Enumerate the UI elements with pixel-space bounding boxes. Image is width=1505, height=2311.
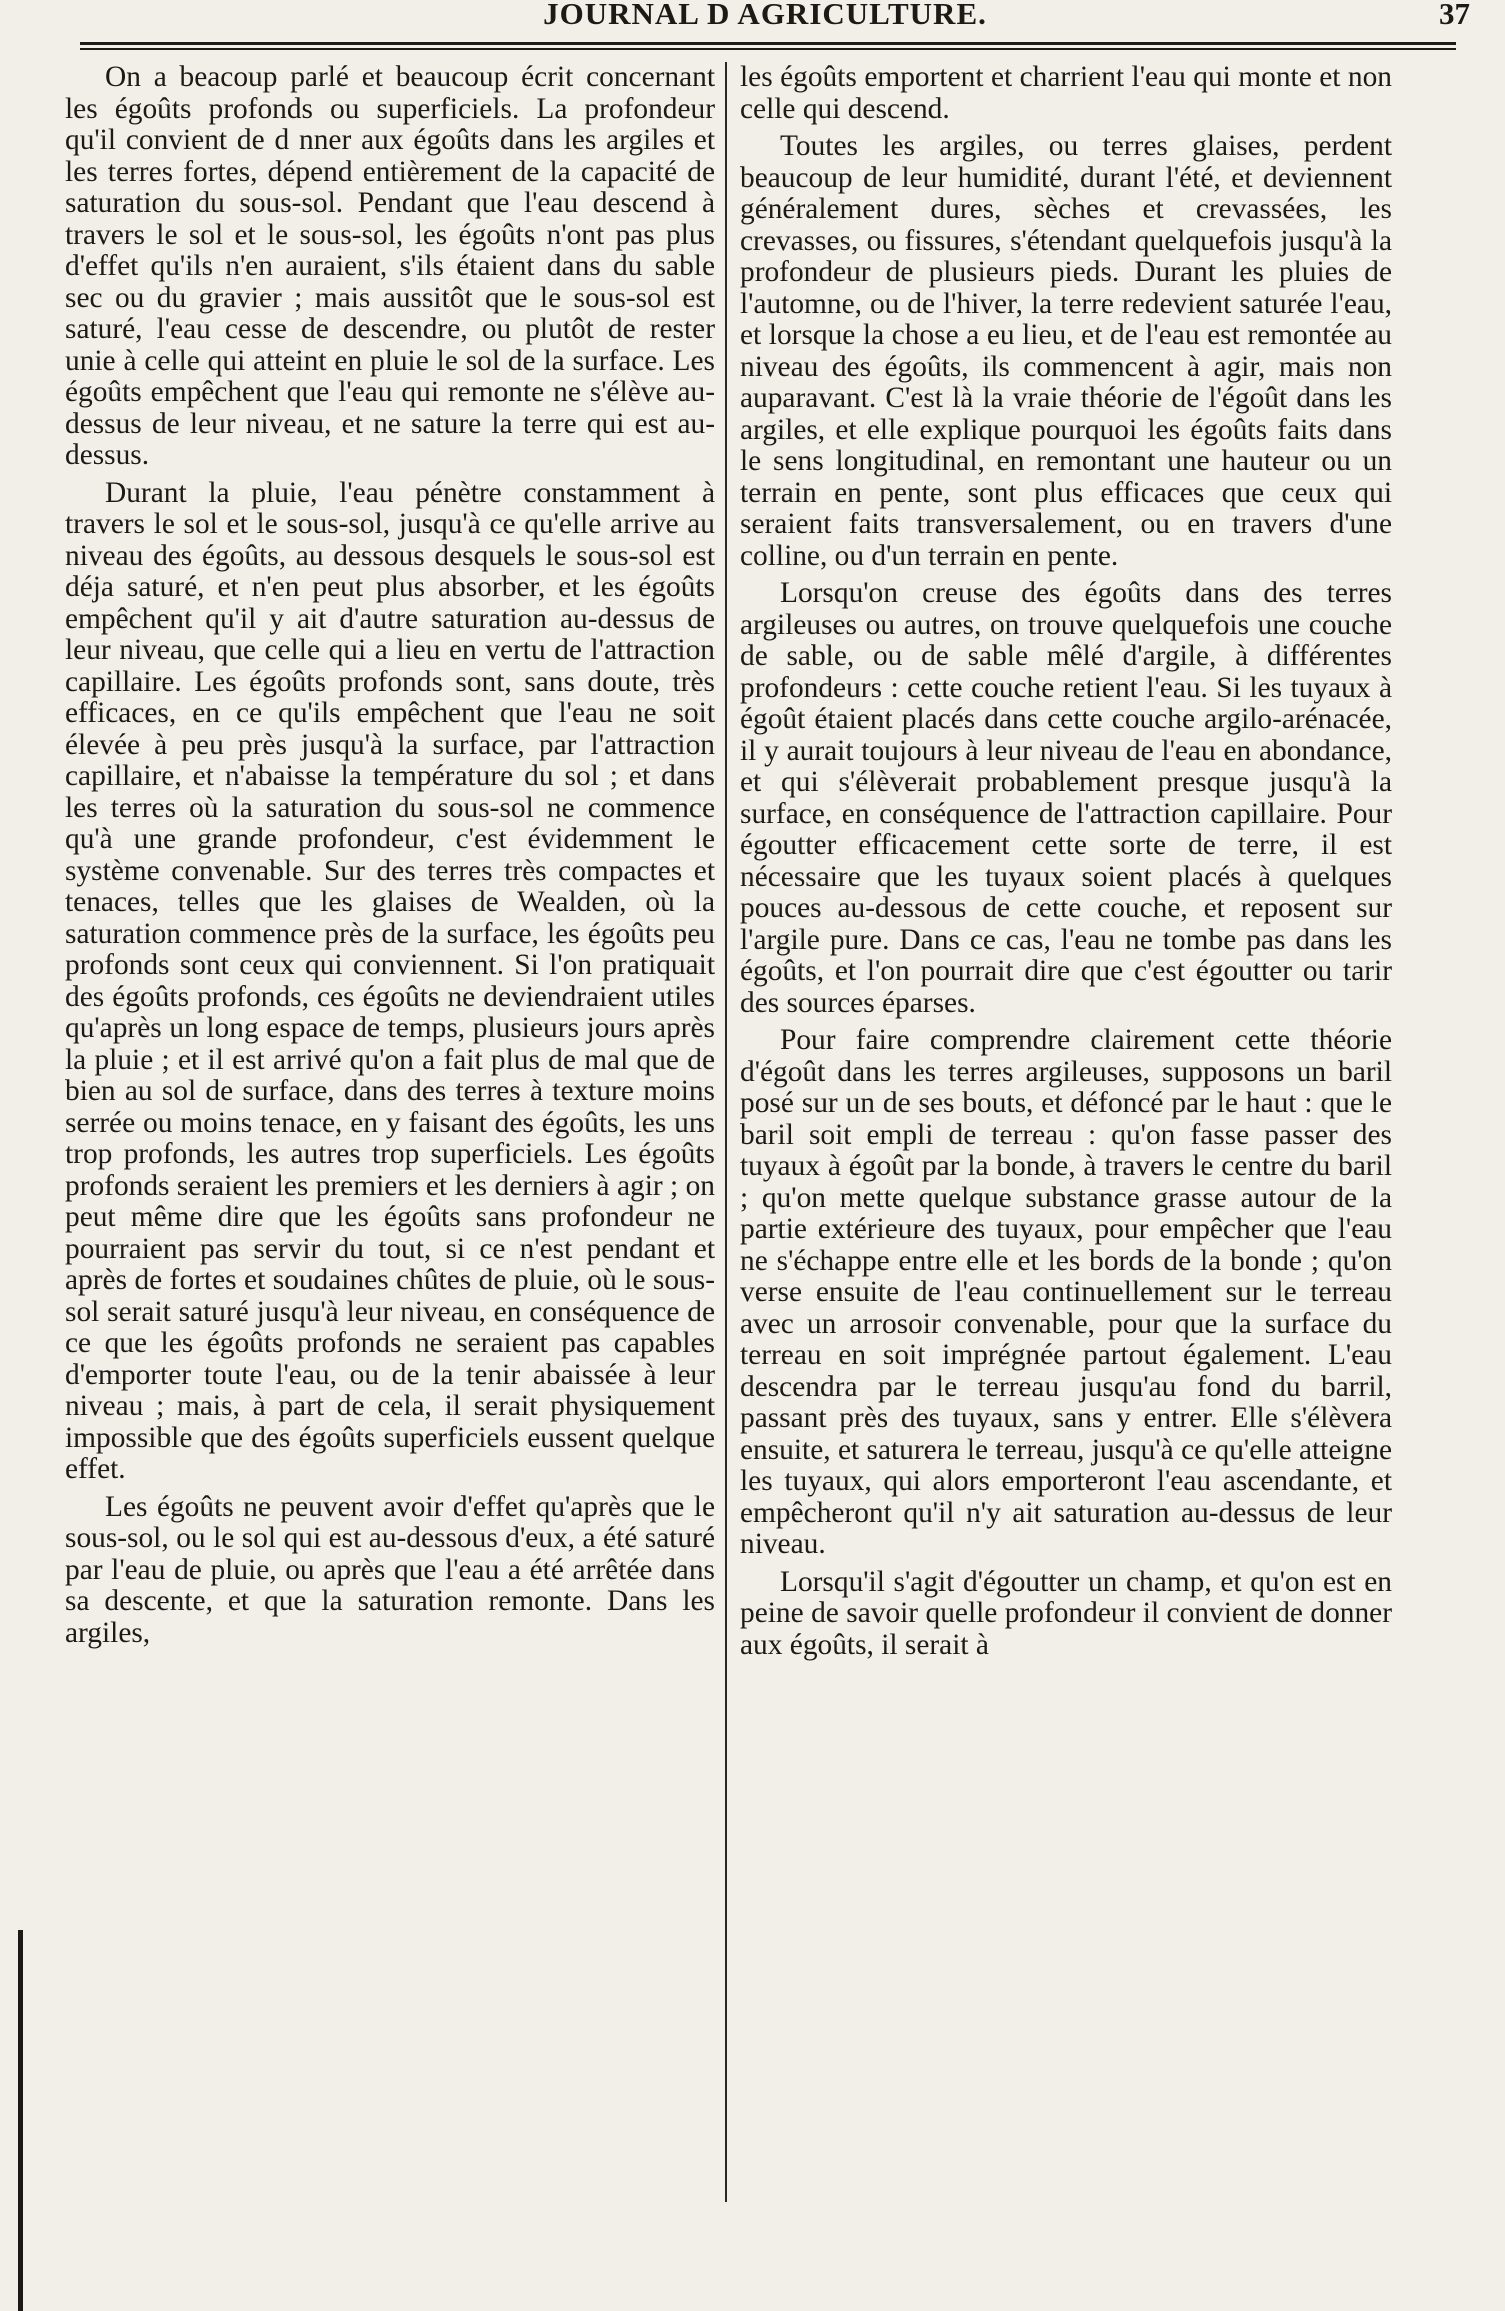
- margin-scan-bar: [18, 1930, 23, 2311]
- paragraph: les égoûts emportent et charrient l'eau qui monte et non celle qui descend.: [740, 62, 1392, 125]
- paragraph: Lorsqu'on creuse des égoûts dans des terres argileuses ou autres, on trouve quelquefois une couche de sable, ou de sable mêlé d'argile, à différentes profondeurs : cette couche retient l'eau. Si les tuyaux à égoût étaient placés dans cette couche argilo-arénacée, il y aurait toujours à leur niveau de l'eau en abondance, et qui s'élèverait probablement presque jusqu'à la surface, en conséquence de l'attraction capillaire. Pour égoutter efficacement cette sorte de terre, il est nécessaire que les tuyaux soient placés à quelques pouces au-dessous de cette couche, et reposent sur l'argile pure. Dans ce cas, l'eau ne tombe pas dans les égoûts, et l'on pourrait dire que c'est égoutter ou tarir des sources éparses.: [740, 577, 1392, 1019]
- header-rule-bottom: [80, 48, 1456, 50]
- paragraph: Toutes les argiles, ou terres glaises, perdent beaucoup de leur humidité, durant l'été, et deviennent généralement dures, sèches et crevassées, les crevasses, ou fissures, s'étendant quelquefois jusqu'à la profondeur de plusieurs pieds. Durant les pluies de l'automne, ou de l'hiver, la terre redevient saturée l'eau, et lorsque la chose a eu lieu, et de l'eau est remontée au niveau des égoûts, ils commencent à agir, mais non auparavant. C'est là la vraie théorie de l'égoût dans les argiles, et elle explique pourquoi les égoûts faits dans le sens longitudinal, en remontant une hauteur ou un terrain en pente, sont plus efficaces que ceux qui seraient faits transversalement, ou en travers d'une colline, ou d'un terrain en pente.: [740, 130, 1392, 572]
- paragraph: Les égoûts ne peuvent avoir d'effet qu'après que le sous-sol, ou le sol qui est au-dessous d'eux, a été saturé par l'eau de pluie, ou après que l'eau a été arrêtée dans sa descente, et que la saturation remonte. Dans les argiles,: [65, 1490, 715, 1649]
- paragraph: Durant la pluie, l'eau pénètre constamment à travers le sol et le sous-sol, jusqu'à ce qu'elle arrive au niveau des égoûts, au dessous desquels le sous-sol est déja saturé, et n'en peut plus absorber, et les égoûts empêchent qu'il y ait d'autre saturation au-dessus de leur niveau, que celle qui a lieu en vertu de l'attraction capillaire. Les égoûts profonds sont, sans doute, très efficaces, en ce qu'ils empêchent que l'eau ne soit élevée à peu près jusqu'à la surface, par l'attraction capillaire, et n'abaisse la température du sol ; et dans les terres où la saturation du sous-sol ne commence qu'à une grande profondeur, c'est évidemment le système convenable. Sur des terres très compactes et tenaces, telles que les glaises de Wealden, où la saturation commence près de la surface, les égoûts peu profonds sont ceux qui conviennent. Si l'on pratiquait des égoûts profonds, ces égoûts ne deviendraient utiles qu'après un long espace de temps, plusieurs jours après la pluie ; et il est arrivé qu'on a fait plus de mal que de bien au sol de surface, dans des terres à texture moins serrée ou moins tenace, en y faisant des égoûts, les uns trop profonds, les autres trop superficiels. Les égoûts profonds seraient les premiers et les derniers à agir ; on peut même dire que les égoûts sans profondeur ne pourraient pas servir du tout, si ce n'est pendant et après de fortes et soudaines chûtes de pluie, où le sous-sol serait saturé jusqu'à leur niveau, en conséquence de ce que les égoûts profonds ne seraient pas capables d'emporter toute l'eau, ou de la tenir abaissée à leur niveau ; mais, à part de cela, il serait physiquement impossible que des égoûts superficiels eussent quelque effet.: [65, 476, 715, 1485]
- right-column: [740, 62, 1392, 2272]
- page-header: [60, 0, 1470, 42]
- paragraph: On a beacoup parlé et beaucoup écrit concernant les égoûts profonds ou superficiels. La profondeur qu'il convient de d nner aux égoûts dans les argiles et les terres fortes, dépend entièrement de la capacité de saturation du sous-sol. Pendant que l'eau descend à travers le sol et le sous-sol, les égoûts n'ont pas plus d'effet qu'ils n'en auraient, s'ils étaient dans du sable sec ou du gravier ; mais aussitôt que le sous-sol est saturé, l'eau cesse de descendre, ou plutôt de rester unie à celle qui atteint en pluie le sol de la surface. Les égoûts empêchent que l'eau qui remonte ne s'élève au-dessus de leur niveau, et ne sature la terre qui est au-dessus.: [65, 62, 715, 471]
- page-number: 37: [1439, 0, 1470, 31]
- paragraph: Lorsqu'il s'agit d'égoutter un champ, et qu'on est en peine de savoir quelle profondeur il convient de donner aux égoûts, il serait à: [740, 1565, 1392, 1661]
- left-column: [65, 62, 715, 2272]
- paragraph: Pour faire comprendre clairement cette théorie d'égoût dans les terres argileuses, supposons un baril posé sur un de ses bouts, et défoncé par le haut : que le baril soit empli de terreau : qu'on fasse passer des tuyaux à égoût par la bonde, à travers le centre du baril ; qu'on mette quelque substance grasse autour de la partie extérieure des tuyaux, pour empêcher que l'eau ne s'échappe entre elle et les bords de la bonde ; qu'on verse ensuite de l'eau continuellement sur le terreau avec un arrosoir convenable, pour que la surface du terreau en soit imprégnée partout également. L'eau descendra par le terreau jusqu'au fond du barril, passant près des tuyaux, sans y entrer. Elle s'élèvera ensuite, et saturera le terreau, jusqu'à ce qu'elle atteigne les tuyaux, qui alors emporteront l'eau ascendante, et empêcheront qu'il n'y ait saturation au-dessus de leur niveau.: [740, 1024, 1392, 1560]
- journal-title: JOURNAL D AGRICULTURE.: [543, 0, 987, 31]
- column-divider: [725, 62, 727, 2202]
- header-rule-top: [80, 42, 1456, 45]
